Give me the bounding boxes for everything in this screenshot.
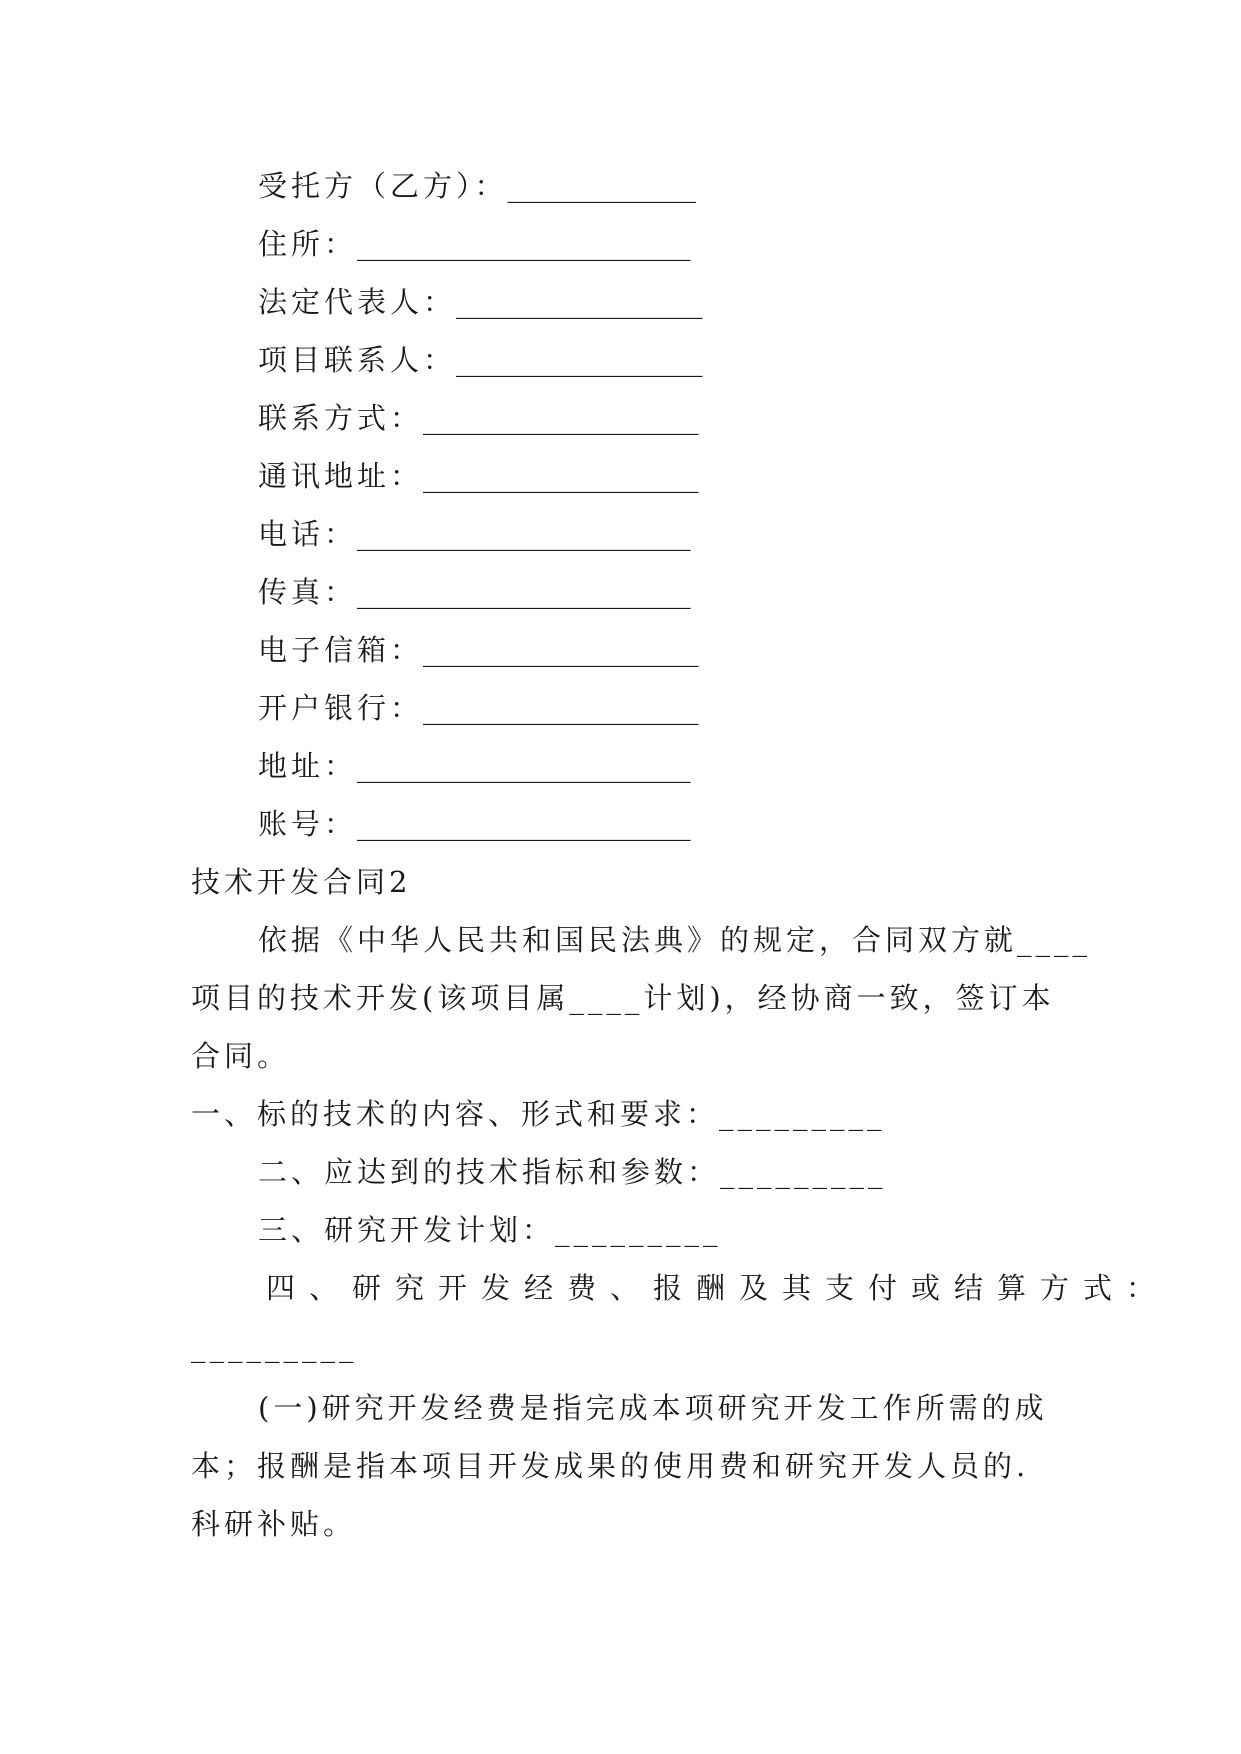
subclause-line-1: (一)研究开发经费是指完成本项研究开发工作所需的成	[258, 1391, 1048, 1425]
field-bank-address	[258, 746, 691, 786]
clause-1: 一、标的技术的内容、形式和要求：_________	[191, 1097, 886, 1131]
field-contact-method	[258, 398, 699, 438]
field-label: 联系方式：	[258, 401, 424, 435]
subclause-line-3: 科研补贴。	[191, 1507, 357, 1541]
intro-line-1: 依据《中华人民共和国民法典》的规定，合同双方就____	[258, 923, 1092, 957]
field-label: 电子信箱：	[258, 633, 424, 667]
field-email	[258, 630, 699, 670]
field-label: 法定代表人：	[258, 285, 457, 319]
field-fax	[258, 572, 691, 612]
field-label: 项目联系人：	[258, 343, 457, 377]
field-phone	[258, 514, 691, 554]
field-blank: _______________________	[357, 749, 691, 783]
field-project-contact	[258, 340, 703, 380]
field-bank	[258, 688, 699, 728]
field-blank: ___________________	[423, 401, 699, 435]
field-blank: _________________	[456, 343, 703, 377]
field-label: 开户银行：	[258, 691, 424, 725]
clause-4: 四、研究开发经费、报酬及其支付或结算方式：	[266, 1271, 1170, 1305]
intro-line-2: 项目的技术开发(该项目属____计划)，经协商一致，签订本	[191, 981, 1055, 1015]
field-label: 住所：	[258, 227, 358, 261]
field-label: 电话：	[258, 517, 358, 551]
clause-4-blank: _________	[191, 1329, 358, 1363]
field-label: 通讯地址：	[258, 459, 424, 493]
field-account	[258, 804, 691, 844]
field-blank: _____________	[507, 169, 697, 203]
field-label: 账号：	[258, 807, 358, 841]
field-blank: _______________________	[357, 227, 691, 261]
field-blank: _______________________	[357, 517, 691, 551]
field-blank: ___________________	[423, 459, 699, 493]
intro-line-3: 合同。	[191, 1039, 291, 1073]
subclause-line-2: 本；报酬是指本项目开发成果的使用费和研究开发人员的.	[191, 1449, 1030, 1483]
field-label: 受托方（乙方）：	[258, 169, 508, 203]
field-mailing-address	[258, 456, 699, 496]
field-label: 地址：	[258, 749, 358, 783]
section-title: 技术开发合同2	[191, 865, 412, 899]
clause-2: 二、应达到的技术指标和参数：_________	[258, 1155, 887, 1189]
clause-3: 三、研究开发计划：_________	[258, 1213, 722, 1247]
field-blank: _______________________	[357, 575, 691, 609]
field-legal-representative	[258, 282, 703, 322]
field-address	[258, 224, 691, 264]
field-blank: ___________________	[423, 691, 699, 725]
field-blank: ___________________	[423, 633, 699, 667]
field-blank: _________________	[456, 285, 703, 319]
field-party-b	[258, 166, 696, 206]
field-label: 传真：	[258, 575, 358, 609]
field-blank: _______________________	[357, 807, 691, 841]
